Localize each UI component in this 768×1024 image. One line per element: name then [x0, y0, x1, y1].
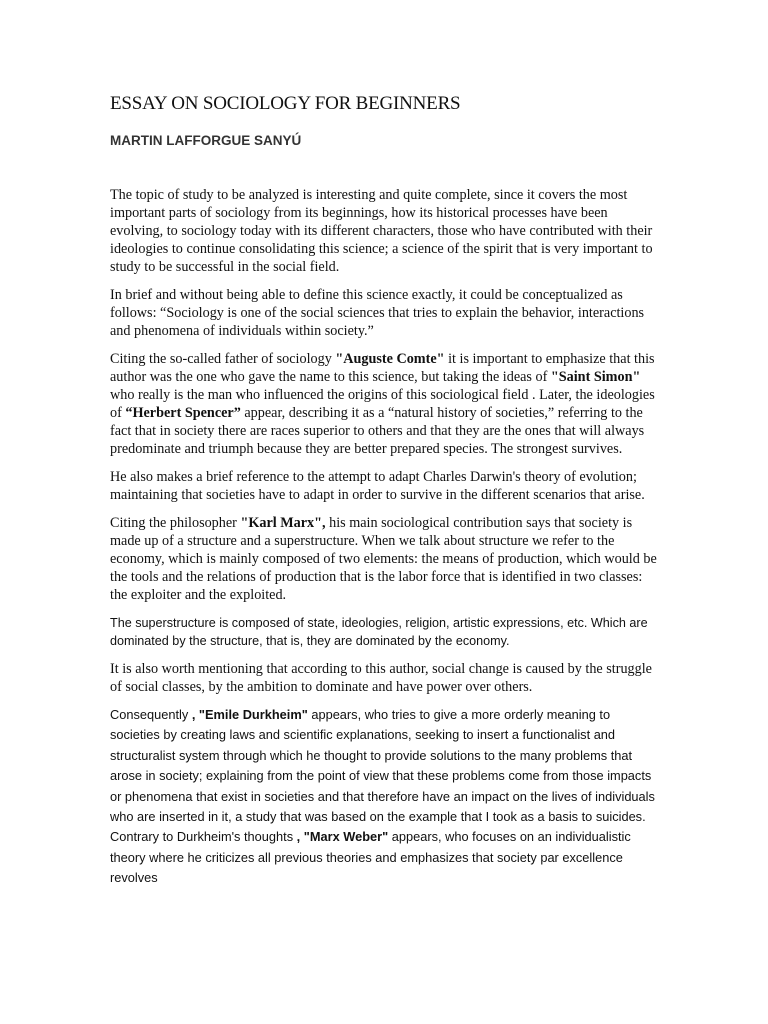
- paragraph-text: It is also worth mentioning that according to this author, social change is caused by the struggle of social classes, by the ambition to dominate and have power over others.: [110, 661, 652, 695]
- paragraph-2: [110, 286, 658, 340]
- paragraph-text: The topic of study to be analyzed is interesting and quite complete, since it covers the most important parts of sociology from its beginnings, how its historical processes have been evolving, to sociology today with its different characters, those who have contributed with their ideologies to continue consolidating this science; a science of the spirit that is very important to study to be successful in the social field.: [110, 187, 653, 275]
- bold-name-text: "Karl Marx",: [240, 515, 326, 531]
- paragraph-text: who really is the man who influenced the origins of this sociological field . Later, the ideologies of: [110, 387, 655, 421]
- paragraph-text: it is important to emphasize that this author was the one who gave the name to this science, but taking the ideas of: [110, 351, 655, 385]
- bold-name-text: "Auguste Comte": [335, 351, 445, 367]
- paragraph-text: his main sociological contribution says that society is made up of a structure and a superstructure. When we talk about structure we refer to the economy, which is mainly composed of two elements: the means of production, which would be the tools and the relations of production that is the labor force that is identified in two classes: the exploiter and the exploited.: [110, 515, 657, 603]
- bold-name-text: “Herbert Spencer”: [125, 405, 241, 421]
- paragraph-1: [110, 186, 658, 276]
- bold-name-text: , "Emile Durkheim": [191, 707, 308, 722]
- paragraph-5: [110, 514, 658, 604]
- paragraph-4: [110, 468, 658, 504]
- bold-name-text: "Saint Simon": [550, 369, 641, 385]
- document-body: [110, 92, 658, 889]
- paragraph-text: appears, who tries to give a more orderly meaning to societies by creating laws and scientific explanations, seeking to insert a functionalist and structuralist system through which he thought to provide solutions to the many problems that arose in society; explaining from the point of view that these problems come from those impacts or phenomena that exist in societies and that therefore have an impact on the lives of individuals who are inserted in it, a study that was based on the example that I took as a basis to suicides. Contrary to Durkheim's thoughts: [110, 707, 655, 845]
- bold-name-text: , "Marx Weber": [296, 829, 389, 845]
- paragraph-text: In brief and without being able to define this science exactly, it could be conceptualized as follows: “Sociology is one of the social sciences that tries to explain the behavior, interactions and phenomena of individuals within society.”: [110, 287, 645, 339]
- paragraph-7: [110, 660, 658, 696]
- paragraph-text: He also makes a brief reference to the attempt to adapt Charles Darwin's theory of evolution; maintaining that societies have to adapt in order to survive in the different scenarios that arise.: [110, 469, 645, 503]
- document-author: MARTIN LAFFORGUE SANYÚ: [110, 133, 302, 148]
- paragraph-3: [110, 350, 658, 458]
- paragraph-text: appears, who focuses on an individualistic theory where he criticizes all previous theories and emphasizes that society par excellence revolves: [110, 829, 631, 886]
- paragraph-text: Citing the so-called father of sociology: [110, 351, 336, 367]
- paragraph-text: The superstructure is composed of state, ideologies, religion, artistic expressions, etc. Which are dominated by the structure, that is, they are dominated by the economy.: [110, 616, 648, 648]
- paragraph-6: [110, 614, 658, 650]
- paragraph-text: Citing the philosopher: [110, 515, 241, 531]
- document-title: ESSAY ON SOCIOLOGY FOR BEGINNERS: [110, 93, 461, 114]
- paragraph-text: appear, describing it as a “natural history of societies,” referring to the fact that in society there are races superior to others and that they are the ones that will always predominate and triumph because they are better prepared species. The strongest survives.: [110, 405, 645, 457]
- paragraph-8: [110, 705, 658, 889]
- paragraph-text: Consequently: [110, 707, 192, 722]
